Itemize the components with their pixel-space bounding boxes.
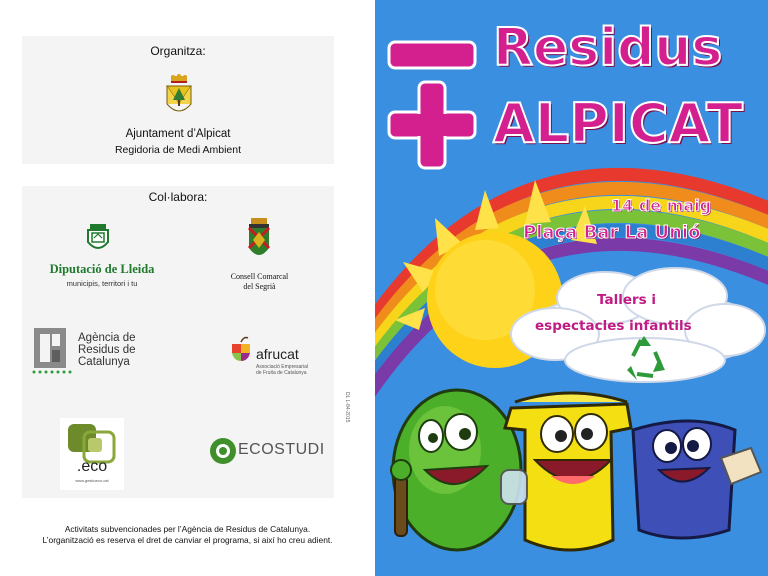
agencia-line1: Agència de — [78, 332, 136, 344]
consell-line2: del Segrià — [243, 282, 276, 291]
diputacio-crest-icon — [86, 224, 110, 254]
cloud-text-line1: Tallers i — [597, 292, 657, 308]
poster-panel — [375, 0, 768, 576]
minus-sign-shape — [389, 42, 475, 68]
sponsors-panel — [0, 0, 375, 576]
afrucat-sub1: Associació Empresarial — [256, 364, 308, 370]
afrucat-sub2: de Fruita de Catalunya — [256, 370, 307, 376]
event-date: 14 de maig — [611, 196, 712, 215]
eco-name: .eco — [76, 458, 108, 475]
consell-crest-icon — [247, 218, 271, 262]
eco-logo — [60, 418, 124, 490]
afrucat-name: afrucat — [256, 346, 299, 362]
title-residus: Residus — [493, 18, 723, 78]
collaborators-heading: Col·labora: — [148, 190, 208, 204]
agencia-residus-logo-icon — [34, 328, 66, 368]
event-place: Plaça Bar La Unió — [523, 222, 701, 243]
legal-deposit-code: DL L-84-2015 — [344, 392, 350, 423]
afrucat-subtitle — [256, 364, 346, 376]
poster-artwork — [375, 0, 768, 576]
agencia-line2: Residus de — [78, 344, 136, 356]
afrucat-apple-icon — [230, 336, 252, 362]
diputacio-name: Diputació de Lleida — [49, 262, 155, 276]
ecostudi-name: ECOSTUDI — [238, 441, 325, 458]
ecostudi-leaf-icon — [208, 436, 238, 466]
organizer-department: Regidoria de Medi Ambient — [114, 144, 242, 156]
footer-line1: Activitats subvencionades per l’Agència de Residus de Catalunya. — [64, 524, 311, 534]
green-bin-character — [391, 390, 521, 550]
agencia-line3: Catalunya — [78, 356, 130, 368]
diputacio-tagline: municipis, territori i tu — [66, 279, 138, 288]
title-alpicat: ALPICAT — [493, 92, 743, 155]
consell-line1: Consell Comarcal — [230, 272, 289, 281]
organizer-heading: Organitza: — [150, 44, 206, 58]
subsidy-footer — [0, 524, 375, 546]
eco-website: www.gestioeco.cat — [75, 478, 109, 483]
organizer-box — [22, 36, 334, 164]
agencia-dots-decoration — [32, 370, 72, 374]
agencia-name — [78, 332, 136, 368]
alpicat-crest-icon — [164, 74, 194, 120]
collaborators-box — [22, 186, 334, 498]
organizer-name: Ajuntament d’Alpicat — [125, 128, 231, 140]
footer-line2: L’organització es reserva el dret de canviar el programa, si així ho creu adient. — [42, 535, 333, 545]
cloud-text-line2: espectacles infantils — [535, 318, 692, 334]
consell-name — [212, 272, 307, 292]
